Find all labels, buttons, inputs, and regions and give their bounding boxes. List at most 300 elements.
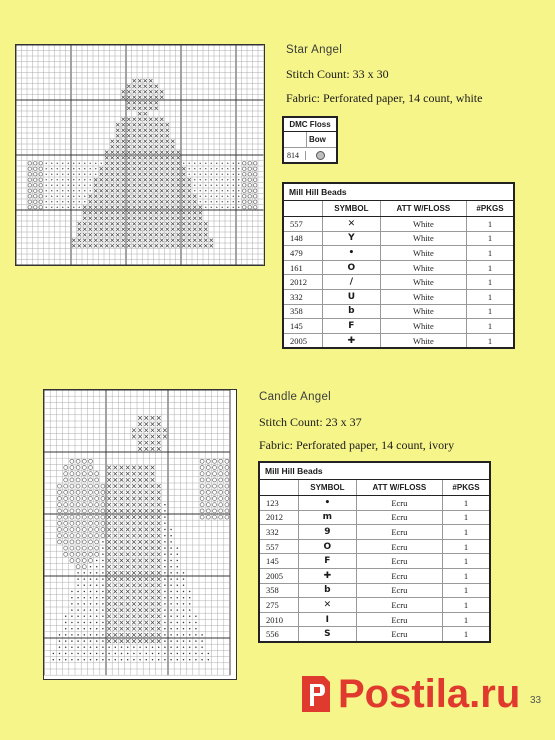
- pattern-stitch: [157, 428, 161, 432]
- pattern-stitch: [200, 490, 204, 494]
- pattern-stitch: [133, 173, 136, 176]
- pattern-stitch: [94, 206, 97, 209]
- pattern-stitch: [155, 129, 158, 132]
- pattern-stitch: [194, 179, 195, 180]
- pattern-stitch: [113, 590, 117, 594]
- pattern-stitch: [84, 572, 85, 573]
- pattern-stitch: [71, 659, 72, 660]
- pattern-stitch: [94, 222, 97, 225]
- column-header: SYMBOL: [323, 201, 381, 217]
- pattern-stitch: [116, 129, 119, 132]
- pattern-stitch: [151, 490, 155, 494]
- pattern-stitch: [70, 490, 74, 494]
- pattern-stitch: [107, 602, 111, 606]
- pattern-stitch: [216, 163, 217, 164]
- cell-symbol: ✕: [299, 598, 357, 613]
- pattern-stitch: [96, 578, 97, 579]
- pattern-stitch: [248, 172, 252, 176]
- pattern-stitch: [120, 577, 124, 581]
- pattern-stitch: [177, 659, 178, 660]
- pattern-stitch: [182, 217, 185, 220]
- pattern-stitch: [177, 634, 178, 635]
- pattern-stitch: [164, 510, 165, 511]
- pattern-stitch: [132, 577, 136, 581]
- pattern-stitch: [193, 195, 196, 198]
- pattern-stitch: [157, 546, 161, 550]
- pattern-stitch: [116, 244, 119, 247]
- pattern-stitch: [84, 634, 85, 635]
- pattern-stitch: [111, 211, 114, 214]
- pattern-stitch: [79, 190, 80, 191]
- pattern-stitch: [155, 222, 158, 225]
- pattern-stitch: [170, 554, 171, 555]
- pattern-stitch: [113, 528, 117, 532]
- pattern-stitch: [170, 597, 171, 598]
- table-row: [284, 246, 513, 261]
- pattern-stitch: [213, 459, 217, 463]
- pattern-stitch: [127, 156, 130, 159]
- pattern-stitch: [132, 571, 136, 575]
- pattern-stitch: [33, 172, 37, 176]
- pattern-stitch: [89, 239, 92, 242]
- pattern-stitch: [113, 602, 117, 606]
- pattern-stitch: [188, 189, 191, 192]
- pattern-stitch: [199, 206, 202, 209]
- pattern-stitch: [82, 472, 86, 476]
- pattern-stitch: [90, 609, 91, 610]
- pattern-stitch: [62, 179, 63, 180]
- star-angel-title: Star Angel: [286, 44, 343, 56]
- pattern-stitch: [105, 228, 108, 231]
- pattern-stitch: [96, 603, 97, 604]
- pattern-stitch: [46, 185, 47, 186]
- pattern-stitch: [33, 200, 37, 204]
- pattern-stitch: [164, 597, 165, 598]
- pattern-stitch: [138, 490, 142, 494]
- pattern-stitch: [157, 608, 161, 612]
- pattern-stitch: [171, 151, 174, 154]
- pattern-stitch: [177, 616, 178, 617]
- pattern-stitch: [116, 189, 119, 192]
- pattern-stitch: [82, 490, 86, 494]
- pattern-stitch: [242, 167, 246, 171]
- pattern-stitch: [59, 653, 60, 654]
- pattern-stitch: [39, 205, 43, 209]
- pattern-stitch: [100, 206, 103, 209]
- cell-symbol: I: [299, 612, 357, 627]
- pattern-stitch: [71, 647, 72, 648]
- pattern-stitch: [84, 168, 85, 169]
- pattern-stitch: [149, 85, 152, 88]
- pattern-stitch: [90, 647, 91, 648]
- pattern-stitch: [95, 552, 99, 556]
- pattern-stitch: [76, 472, 80, 476]
- table-row: [284, 217, 513, 232]
- pattern-stitch: [90, 603, 91, 604]
- pattern-stitch: [90, 578, 91, 579]
- pattern-stitch: [76, 459, 80, 463]
- watermark-main: Postila: [338, 672, 470, 716]
- pattern-stitch: [121, 653, 122, 654]
- pattern-stitch: [28, 200, 32, 204]
- pattern-stitch: [157, 416, 161, 420]
- pattern-stitch: [177, 189, 180, 192]
- pattern-stitch: [90, 597, 91, 598]
- pattern-stitch: [138, 540, 142, 544]
- pattern-stitch: [138, 515, 142, 519]
- pattern-stitch: [144, 162, 147, 165]
- pattern-stitch: [151, 540, 155, 544]
- pattern-stitch: [76, 546, 80, 550]
- pattern-stitch: [107, 583, 111, 587]
- pattern-stitch: [171, 184, 174, 187]
- pattern-stitch: [177, 178, 180, 181]
- pattern-stitch: [206, 490, 210, 494]
- cell-symbol: ✕: [323, 217, 381, 232]
- pattern-stitch: [188, 244, 191, 247]
- pattern-stitch: [127, 653, 128, 654]
- pattern-stitch: [242, 161, 246, 165]
- pattern-stitch: [177, 572, 178, 573]
- pattern-stitch: [82, 515, 86, 519]
- pattern-stitch: [201, 653, 202, 654]
- cell-pkgs: 1: [442, 510, 489, 525]
- pattern-stitch: [155, 167, 158, 170]
- pattern-stitch: [90, 168, 91, 169]
- pattern-stitch: [206, 497, 210, 501]
- pattern-stitch: [164, 640, 165, 641]
- pattern-stitch: [120, 478, 124, 482]
- table-row: [260, 539, 489, 554]
- pattern-stitch: [107, 472, 111, 476]
- pattern-stitch: [58, 509, 62, 513]
- pattern-stitch: [126, 577, 130, 581]
- pattern-stitch: [144, 627, 148, 631]
- pattern-stitch: [122, 145, 125, 148]
- pattern-stitch: [177, 560, 178, 561]
- cell-pkgs: 1: [466, 231, 513, 246]
- pattern-stitch: [82, 534, 86, 538]
- pattern-stitch: [127, 85, 130, 88]
- pattern-stitch: [170, 659, 171, 660]
- cell-att: Ecru: [356, 627, 442, 641]
- pattern-stitch: [227, 207, 228, 208]
- pattern-stitch: [193, 217, 196, 220]
- pattern-stitch: [113, 583, 117, 587]
- pattern-stitch: [101, 490, 105, 494]
- cell-att: White: [380, 304, 466, 319]
- pattern-stitch: [216, 174, 217, 175]
- pattern-stitch: [65, 640, 66, 641]
- pattern-stitch: [210, 244, 213, 247]
- pattern-stitch: [225, 503, 229, 507]
- pattern-stitch: [149, 167, 152, 170]
- pattern-stitch: [144, 447, 148, 451]
- pattern-stitch: [144, 428, 148, 432]
- pattern-stitch: [193, 244, 196, 247]
- pattern-stitch: [100, 217, 103, 220]
- pattern-stitch: [138, 621, 142, 625]
- pattern-stitch: [144, 497, 148, 501]
- pattern-stitch: [151, 583, 155, 587]
- pattern-stitch: [242, 194, 246, 198]
- pattern-stitch: [227, 163, 228, 164]
- pattern-stitch: [107, 590, 111, 594]
- pattern-stitch: [101, 509, 105, 513]
- pattern-stitch: [182, 184, 185, 187]
- pattern-stitch: [127, 134, 130, 137]
- pattern-stitch: [206, 515, 210, 519]
- pattern-stitch: [205, 163, 206, 164]
- pattern-stitch: [144, 503, 148, 507]
- table-row: [284, 319, 513, 334]
- pattern-stitch: [108, 647, 109, 648]
- pattern-stitch: [144, 490, 148, 494]
- pattern-stitch: [170, 622, 171, 623]
- pattern-stitch: [71, 640, 72, 641]
- pattern-stitch: [113, 490, 117, 494]
- pattern-stitch: [82, 459, 86, 463]
- pattern-stitch: [188, 217, 191, 220]
- pattern-stitch: [90, 174, 91, 175]
- pattern-stitch: [58, 503, 62, 507]
- pattern-stitch: [33, 205, 37, 209]
- cell-symbol: •: [299, 496, 357, 511]
- pattern-stitch: [82, 484, 86, 488]
- pattern-stitch: [182, 200, 185, 203]
- pattern-stitch: [71, 597, 72, 598]
- pattern-stitch: [170, 535, 171, 536]
- pattern-stitch: [111, 195, 114, 198]
- pattern-stitch: [195, 616, 196, 617]
- pattern-stitch: [155, 189, 158, 192]
- pattern-stitch: [120, 472, 124, 476]
- table-row: [260, 627, 489, 641]
- pattern-stitch: [84, 196, 85, 197]
- pattern-stitch: [84, 597, 85, 598]
- pattern-stitch: [64, 478, 68, 482]
- pattern-stitch: [62, 163, 63, 164]
- pattern-stitch: [113, 534, 117, 538]
- pattern-stitch: [138, 422, 142, 426]
- pattern-stitch: [116, 145, 119, 148]
- pattern-stitch: [83, 211, 86, 214]
- pattern-stitch: [238, 207, 239, 208]
- pattern-stitch: [211, 168, 212, 169]
- pattern-stitch: [171, 206, 174, 209]
- pattern-stitch: [164, 572, 165, 573]
- pattern-stitch: [139, 659, 140, 660]
- pattern-stitch: [138, 441, 142, 445]
- pattern-stitch: [138, 596, 142, 600]
- pattern-stitch: [127, 129, 130, 132]
- cell-code: 161: [284, 260, 323, 275]
- pattern-stitch: [64, 546, 68, 550]
- pattern-stitch: [219, 497, 223, 501]
- pattern-stitch: [139, 647, 140, 648]
- pattern-stitch: [102, 609, 103, 610]
- pattern-stitch: [84, 163, 85, 164]
- pattern-stitch: [132, 590, 136, 594]
- pattern-stitch: [113, 565, 117, 569]
- pattern-stitch: [177, 200, 180, 203]
- pattern-stitch: [102, 554, 103, 555]
- pattern-stitch: [113, 577, 117, 581]
- pattern-stitch: [155, 162, 158, 165]
- pattern-stitch: [102, 603, 103, 604]
- pattern-stitch: [62, 201, 63, 202]
- pattern-stitch: [113, 521, 117, 525]
- pattern-stitch: [177, 228, 180, 231]
- pattern-stitch: [102, 659, 103, 660]
- cell-att: Ecru: [356, 583, 442, 598]
- pattern-stitch: [160, 184, 163, 187]
- pattern-stitch: [144, 195, 147, 198]
- pattern-stitch: [101, 534, 105, 538]
- pattern-stitch: [189, 609, 190, 610]
- pattern-stitch: [151, 602, 155, 606]
- pattern-stitch: [65, 628, 66, 629]
- pattern-stitch: [100, 184, 103, 187]
- cell-att: White: [380, 217, 466, 232]
- pattern-stitch: [96, 616, 97, 617]
- pattern-stitch: [105, 239, 108, 242]
- pattern-stitch: [151, 441, 155, 445]
- pattern-stitch: [133, 178, 136, 181]
- pattern-stitch: [133, 79, 136, 82]
- pattern-stitch: [28, 183, 32, 187]
- pattern-stitch: [53, 659, 54, 660]
- pattern-stitch: [82, 528, 86, 532]
- pattern-stitch: [213, 478, 217, 482]
- pattern-stitch: [105, 167, 108, 170]
- pattern-stitch: [149, 228, 152, 231]
- pattern-stitch: [28, 194, 32, 198]
- pattern-stitch: [164, 634, 165, 635]
- pattern-stitch: [76, 540, 80, 544]
- pattern-stitch: [177, 622, 178, 623]
- pattern-stitch: [96, 566, 97, 567]
- pattern-stitch: [138, 123, 141, 126]
- pattern-stitch: [122, 118, 125, 121]
- pattern-stitch: [90, 190, 91, 191]
- pattern-stitch: [100, 167, 103, 170]
- pattern-stitch: [158, 653, 159, 654]
- pattern-stitch: [111, 222, 114, 225]
- pattern-stitch: [132, 614, 136, 618]
- pattern-stitch: [102, 634, 103, 635]
- pattern-stitch: [95, 515, 99, 519]
- pattern-stitch: [213, 503, 217, 507]
- pattern-stitch: [177, 603, 178, 604]
- pattern-stitch: [188, 233, 191, 236]
- pattern-stitch: [132, 633, 136, 637]
- candle-beads-title: Mill Hill Beads: [260, 463, 489, 480]
- pattern-stitch: [227, 185, 228, 186]
- pattern-stitch: [138, 217, 141, 220]
- pattern-stitch: [166, 167, 169, 170]
- pattern-stitch: [90, 616, 91, 617]
- pattern-stitch: [151, 627, 155, 631]
- pattern-stitch: [133, 90, 136, 93]
- pattern-stitch: [83, 244, 86, 247]
- pattern-stitch: [138, 79, 141, 82]
- cell-symbol: •: [323, 246, 381, 261]
- pattern-stitch: [120, 503, 124, 507]
- pattern-stitch: [225, 509, 229, 513]
- pattern-stitch: [144, 206, 147, 209]
- pattern-stitch: [151, 596, 155, 600]
- pattern-stitch: [120, 509, 124, 513]
- pattern-stitch: [133, 101, 136, 104]
- pattern-stitch: [144, 478, 148, 482]
- pattern-stitch: [126, 559, 130, 563]
- pattern-stitch: [211, 190, 212, 191]
- pattern-stitch: [113, 571, 117, 575]
- pattern-stitch: [133, 200, 136, 203]
- pattern-stitch: [183, 163, 184, 164]
- pattern-stitch: [96, 597, 97, 598]
- pattern-stitch: [133, 184, 136, 187]
- pattern-stitch: [107, 534, 111, 538]
- pattern-stitch: [132, 497, 136, 501]
- pattern-stitch: [64, 552, 68, 556]
- pattern-stitch: [90, 659, 91, 660]
- pattern-stitch: [160, 129, 163, 132]
- pattern-stitch: [155, 211, 158, 214]
- pattern-stitch: [46, 174, 47, 175]
- pattern-stitch: [33, 178, 37, 182]
- pattern-stitch: [151, 428, 155, 432]
- pattern-stitch: [188, 222, 191, 225]
- cell-code: 556: [260, 627, 299, 641]
- pattern-stitch: [101, 515, 105, 519]
- pattern-stitch: [113, 497, 117, 501]
- pattern-stitch: [253, 167, 257, 171]
- cell-att: Ecru: [356, 539, 442, 554]
- pattern-stitch: [216, 168, 217, 169]
- pattern-stitch: [160, 228, 163, 231]
- pattern-stitch: [152, 653, 153, 654]
- pattern-stitch: [46, 168, 47, 169]
- pattern-stitch: [144, 90, 147, 93]
- pattern-stitch: [149, 134, 152, 137]
- pattern-stitch: [107, 497, 111, 501]
- cell-pkgs: 1: [442, 612, 489, 627]
- pattern-stitch: [177, 211, 180, 214]
- pattern-stitch: [193, 211, 196, 214]
- pattern-stitch: [111, 239, 114, 242]
- pattern-stitch: [149, 79, 152, 82]
- pattern-stitch: [138, 590, 142, 594]
- pattern-stitch: [120, 621, 124, 625]
- pattern-stitch: [155, 145, 158, 148]
- pattern-stitch: [199, 244, 202, 247]
- pattern-stitch: [144, 167, 147, 170]
- pattern-stitch: [107, 503, 111, 507]
- pattern-stitch: [138, 534, 142, 538]
- pattern-stitch: [193, 206, 196, 209]
- pattern-stitch: [166, 244, 169, 247]
- pattern-stitch: [79, 174, 80, 175]
- pattern-stitch: [157, 596, 161, 600]
- pattern-stitch: [144, 552, 148, 556]
- pattern-stitch: [68, 185, 69, 186]
- pattern-stitch: [116, 195, 119, 198]
- candle-angel-chart: [43, 389, 237, 680]
- pattern-stitch: [138, 565, 142, 569]
- pattern-stitch: [155, 101, 158, 104]
